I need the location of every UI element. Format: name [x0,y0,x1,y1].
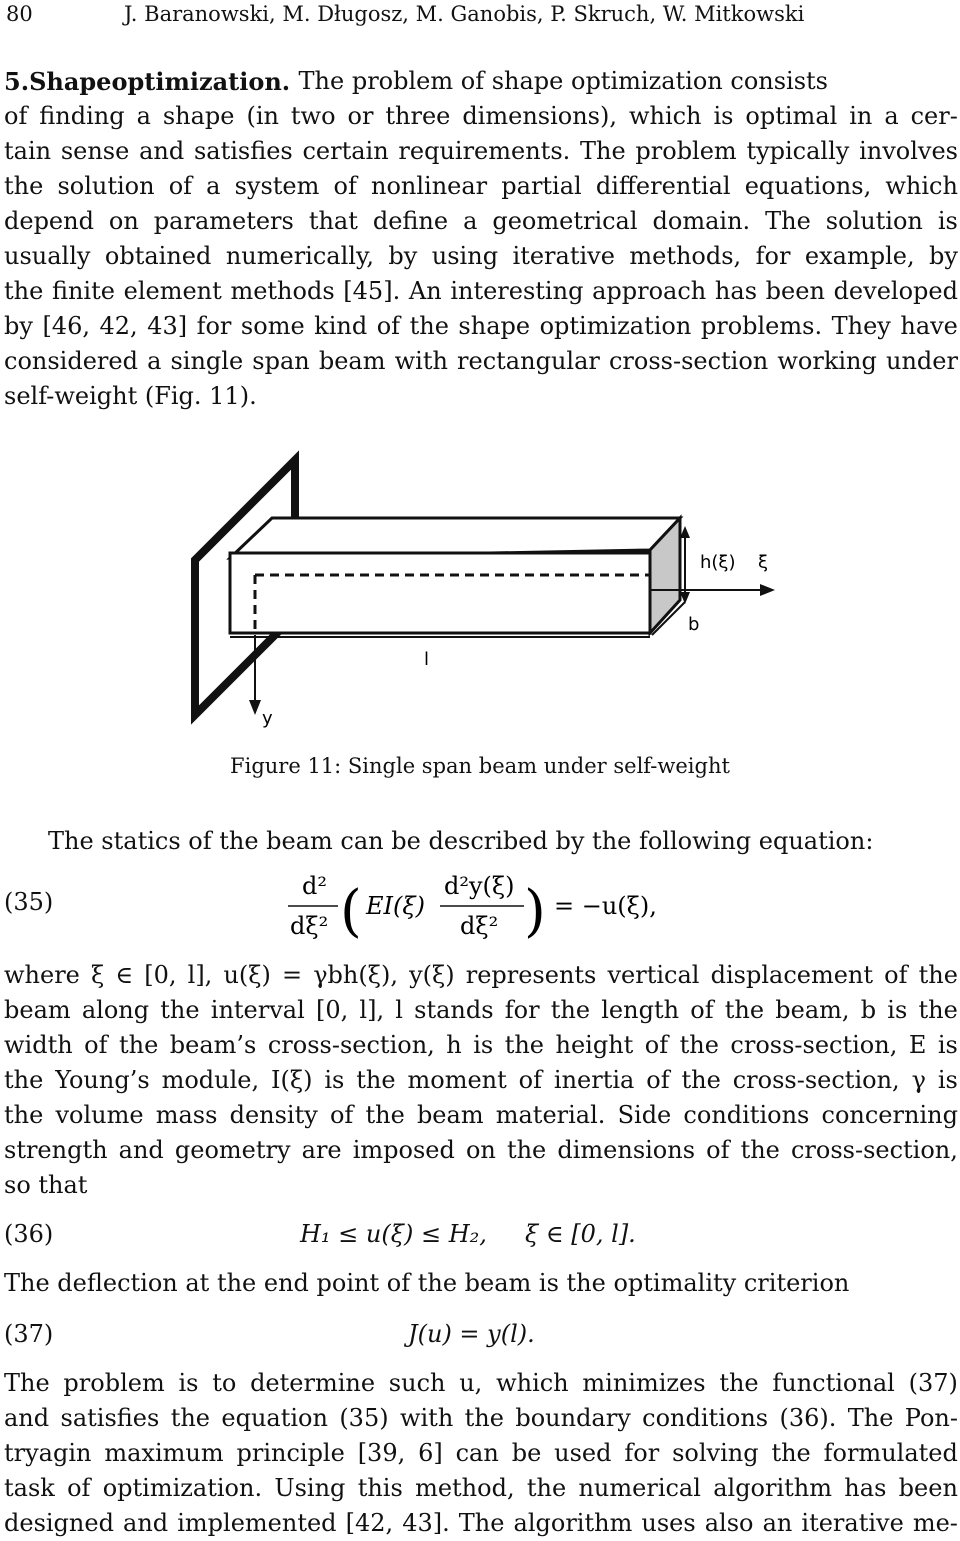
label-xi: ξ [758,552,769,573]
text-line: tain sense and satisfies certain requirements. The problem typically involves [4,137,958,165]
figure-caption: Figure 11: Single span beam under self-weight [230,754,730,778]
text-line: self-weight (Fig. 11). [4,382,257,410]
text-line [4,64,958,99]
label-l: l [424,649,430,670]
text-line: the Young’s module, I(ξ) is the moment of inertia of the cross-section, γ is [4,1066,958,1094]
text-line: usually obtained numerically, by using iterative methods, for example, by [4,242,958,270]
svg-text:d²y(ξ): d²y(ξ) [444,872,515,900]
label-b: b [688,614,700,635]
equation-36 [0,1214,960,1254]
equation-number: (35) [4,888,54,916]
text-line: the finite element methods [45]. An interesting approach has been developed [4,277,958,305]
text-line: so that [4,1171,88,1199]
svg-text:(: ( [340,879,362,944]
svg-text:d²: d² [302,872,327,900]
paragraph-shape-optimization [4,64,958,414]
equation-37-body: J(u) = y(l). [408,1320,535,1348]
text-line: designed and implemented [42, 43]. The algorithm uses also an iterative me- [4,1509,958,1537]
text-line: strength and geometry are imposed on the dimensions of the cross-section, [4,1136,958,1164]
svg-text:dξ²: dξ² [290,912,329,940]
text-line: of finding a shape (in two or three dimensions), which is optimal in a cer- [4,102,958,130]
svg-text:): ) [524,879,546,944]
ei-term: EI(ξ) [366,892,425,920]
xi-arrowhead [760,584,775,596]
beam-front-face [230,553,650,633]
beam-figure [180,450,800,740]
text-line: where ξ ∈ [0, l], u(ξ) = γbh(ξ), y(ξ) represents vertical displacement of the [4,961,958,989]
text-line: by [46, 42, 43] for some kind of the shape optimization problems. They have [4,312,958,340]
text-line: depend on parameters that define a geometrical domain. The solution is [4,207,958,235]
text-line: beam along the interval [0, l], l stands for the length of the beam, b is the [4,996,958,1024]
text-line: The statics of the beam can be described by the following equation: [48,827,874,855]
deflection-sentence [4,1266,958,1301]
text-line: tryagin maximum principle [39, 6] can be used for solving the formulated [4,1439,958,1467]
text-line: task of optimization. Using this method, the numerical algorithm has been [4,1474,958,1502]
text-line: The problem is to determine such u, which minimizes the functional (37) [4,1369,958,1397]
equation-35 [0,866,960,946]
equation-37 [0,1314,960,1354]
y-arrowhead [249,700,261,715]
text-line-part: The problem of shape optimization consists [298,67,828,95]
authors: J. Baranowski, M. Długosz, M. Ganobis, P. Skruch, W. Mitkowski [124,2,805,26]
text-line: the solution of a system of nonlinear partial differential equations, which [4,172,958,200]
text-line: considered a single span beam with rectangular cross-section working under [4,347,958,375]
running-header [6,0,956,28]
text-line: The deflection at the end point of the beam is the optimality criterion [4,1269,850,1297]
paragraph-definitions [4,958,958,1203]
label-h: h(ξ) [700,552,736,573]
paragraph-problem [4,1366,958,1541]
eq35-rhs: = −u(ξ), [554,892,657,920]
statics-intro [4,824,958,859]
page-number: 80 [6,2,33,26]
text-line: the volume mass density of the beam material. Side conditions concerning [4,1101,958,1129]
equation-number: (37) [4,1320,54,1348]
equation-number: (36) [4,1220,54,1248]
text-line: width of the beam’s cross-section, h is the height of the cross-section, E is [4,1031,958,1059]
section-title: 5.Shapeoptimization. [4,67,291,96]
svg-text:dξ²: dξ² [460,912,499,940]
equation-36-body: H₁ ≤ u(ξ) ≤ H₂, ξ ∈ [0, l]. [300,1220,636,1248]
text-line: and satisfies the equation (35) with the boundary conditions (36). The Pon- [4,1404,958,1432]
equation-35-body [280,866,700,946]
label-y: y [262,708,273,729]
